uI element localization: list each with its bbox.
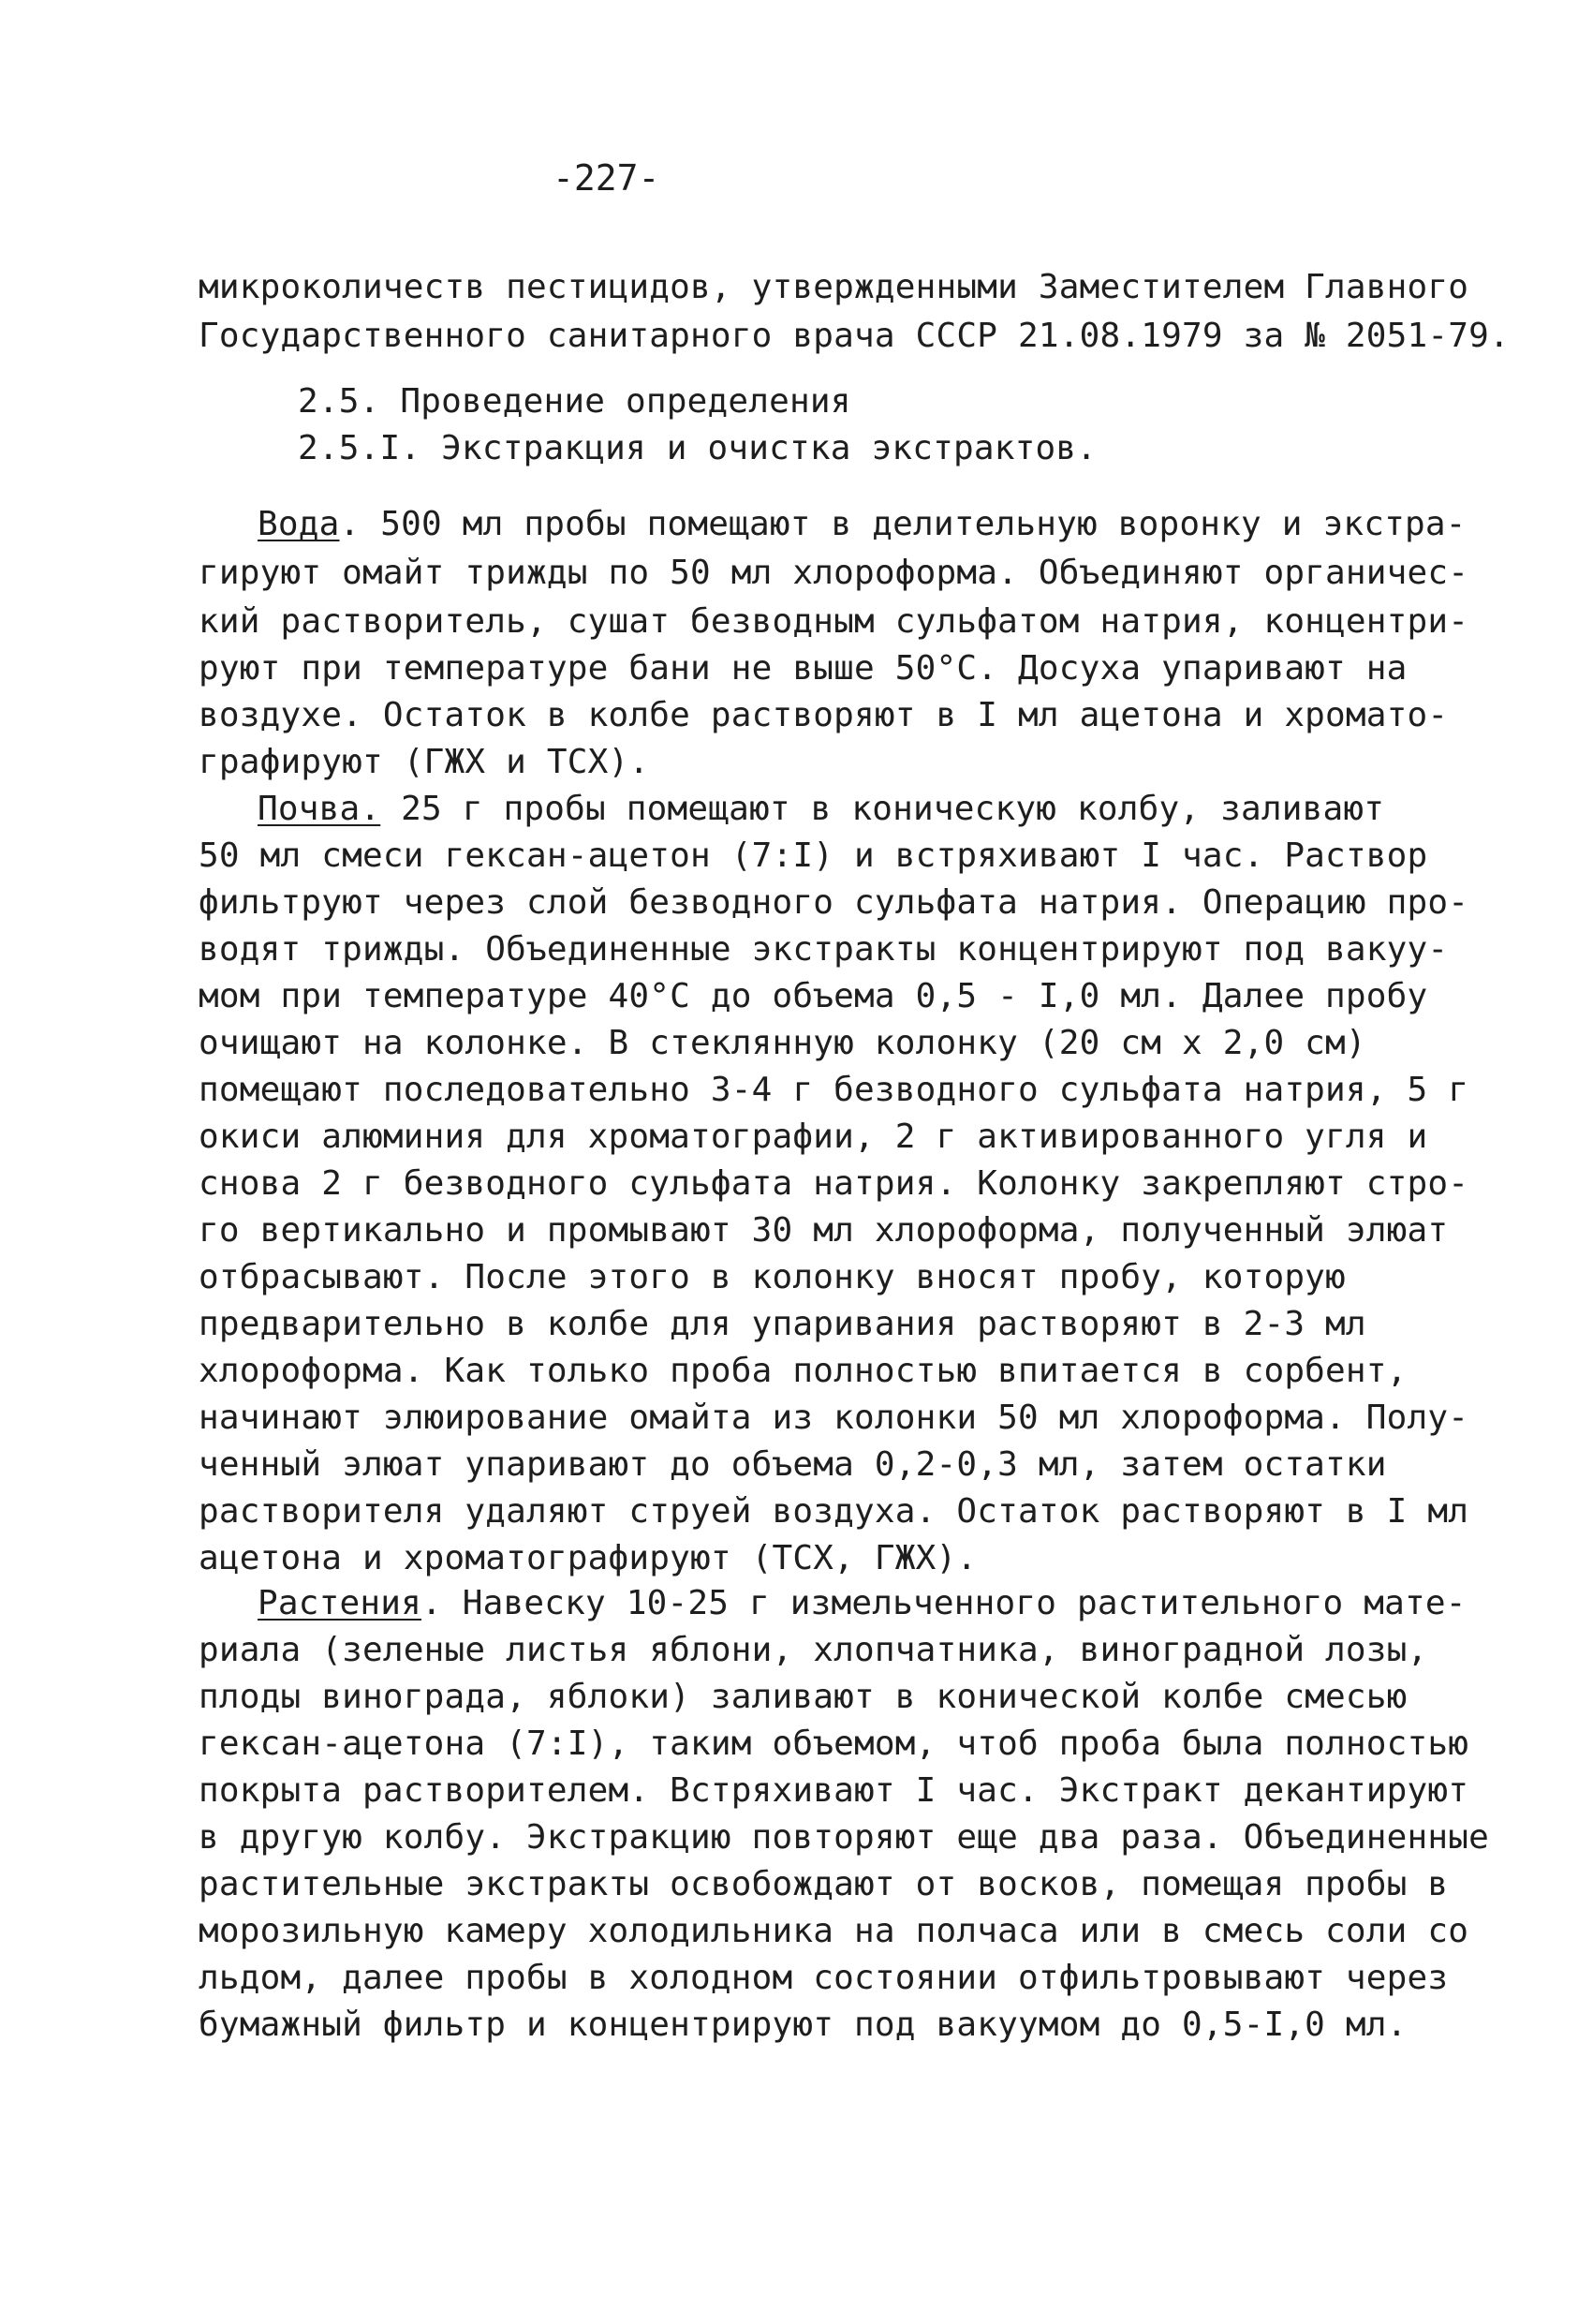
plants-line: гексан-ацетона (7:I), таким объемом, чтоб проба была полностью [199, 1724, 1469, 1763]
soil-line: очищают на колонке. В стеклянную колонку (20 см х 2,0 см) [199, 1024, 1366, 1062]
water-line: руют при температуре бани не выше 50°С. Досуха упаривают на [199, 649, 1408, 688]
soil-line: ченный элюат упаривают до объема 0,2-0,3 мл, затем остатки [199, 1445, 1387, 1484]
soil-line: фильтруют через слой безводного сульфата натрия. Операцию про- [199, 883, 1469, 922]
soil-line: водят трижды. Объединенные экстракты концентрируют под вакуу- [199, 930, 1449, 969]
intro-line: микроколичеств пестицидов, утвержденными Заместителем Главного [199, 268, 1469, 306]
soil-line: отбрасывают. После этого в колонку вносят пробу, которую [199, 1258, 1346, 1296]
plants-first-line [258, 1581, 1467, 1626]
soil-first-line [258, 787, 1384, 832]
plants-line: риала (зеленые листья яблони, хлопчатника, виноградной лозы, [199, 1631, 1428, 1669]
plants-label: Растения [258, 1584, 421, 1622]
plants-line: плоды винограда, яблоки) заливают в конической колбе смесью [199, 1678, 1408, 1716]
soil-line: го вертикально и промывают 30 мл хлороформа, полученный элюат [199, 1211, 1449, 1250]
page-number: -227- [553, 157, 660, 199]
plants-line: растительные экстракты освобождают от восков, помещая пробы в [199, 1865, 1449, 1903]
soil-line: растворителя удаляют струей воздуха. Остаток растворяют в I мл [199, 1492, 1469, 1531]
water-line: воздухе. Остаток в колбе растворяют в I мл ацетона и хромато- [199, 696, 1449, 734]
section-heading: 2.5. Проведение определения [298, 382, 851, 421]
intro-line: Государственного санитарного врача СССР 21.08.1979 за № 2051-79. [199, 317, 1510, 355]
plants-line: покрыта растворителем. Встряхивают I час. Экстракт декантируют [199, 1771, 1469, 1810]
water-line: графируют (ГЖХ и ТСХ). [199, 743, 650, 781]
soil-line: 50 мл смеси гексан-ацетон (7:I) и встряхивают I час. Раствор [199, 836, 1428, 875]
soil-line: предварительно в колбе для упаривания растворяют в 2-3 мл [199, 1305, 1366, 1343]
soil-label: Почва. [258, 790, 381, 828]
water-first-line [258, 502, 1467, 547]
soil-line: мом при температуре 40°С до объема 0,5 - I,0 мл. Далее пробу [199, 977, 1428, 1015]
subsection-heading: 2.5.I. Экстракция и очистка экстрактов. [298, 429, 1098, 467]
water-label: Вода [258, 505, 340, 543]
soil-line: помещают последовательно 3-4 г безводного сульфата натрия, 5 г [199, 1071, 1469, 1109]
soil-line: снова 2 г безводного сульфата натрия. Колонку закрепляют стро- [199, 1164, 1469, 1203]
water-line: гируют омайт трижды по 50 мл хлороформа. Объединяют органичес- [199, 554, 1469, 592]
soil-first-rest: 25 г пробы помещают в коническую колбу, заливают [380, 790, 1385, 828]
water-first-rest: . 500 мл пробы помещают в делительную воронку и экстра- [339, 505, 1467, 543]
plants-line: бумажный фильтр и концентрируют под вакуумом до 0,5-I,0 мл. [199, 2006, 1408, 2044]
plants-line: морозильную камеру холодильника на полчаса или в смесь соли со [199, 1912, 1469, 1950]
water-line: кий растворитель, сушат безводным сульфатом натрия, концентри- [199, 602, 1469, 641]
plants-line: в другую колбу. Экстракцию повторяют еще два раза. Объединенные [199, 1818, 1490, 1857]
soil-line: начинают элюирование омайта из колонки 50 мл хлороформа. Полу- [199, 1399, 1469, 1437]
plants-line: льдом, далее пробы в холодном состоянии отфильтровывают через [199, 1959, 1449, 1997]
soil-line: ацетона и хроматографируют (ТСХ, ГЖХ). [199, 1539, 978, 1577]
soil-line: хлороформа. Как только проба полностью впитается в сорбент, [199, 1352, 1408, 1390]
soil-line: окиси алюминия для хроматографии, 2 г активированного угля и [199, 1118, 1428, 1156]
plants-first-rest: . Навеску 10-25 г измельченного растительного мате- [421, 1584, 1467, 1622]
